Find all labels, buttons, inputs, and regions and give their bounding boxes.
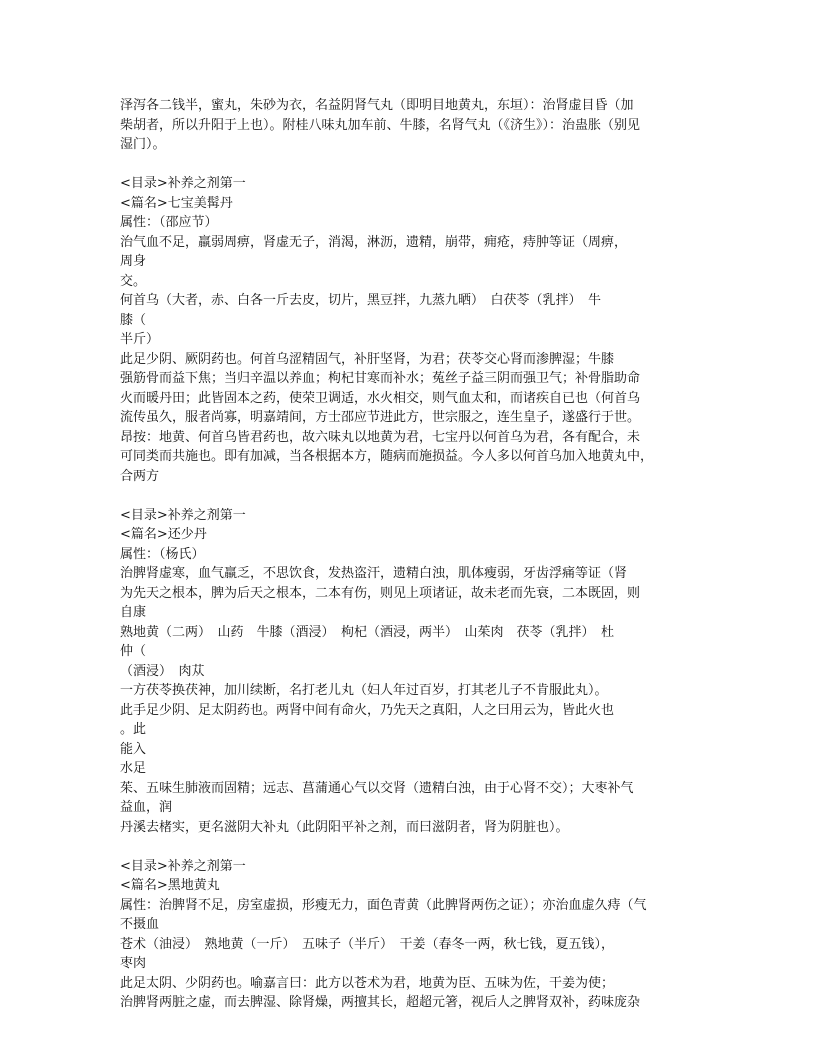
text-line: 治脾肾两脏之虚，而去脾湿、除肾燥，两擅其长，超超元箸，视后人之脾肾双补，药味庞杂 bbox=[120, 995, 641, 1010]
text-line: 强筋骨而益下焦；当归辛温以养血；枸杞甘寒而补水；菟丝子益三阴而强卫气；补骨脂助命 bbox=[120, 371, 641, 386]
text-line: 柴胡者，所以升阳于上也）。附桂八味丸加车前、牛膝，名肾气丸（《济生》）：治蛊胀（别见 bbox=[120, 117, 641, 133]
text-line: 泽泻各二钱半，蜜丸，朱砂为衣，名益阴肾气丸（即明目地黄丸，东垣）：治肾虚目昏（加 bbox=[120, 98, 634, 113]
text-line: 不摄血 bbox=[120, 917, 160, 932]
text-line: 枣肉 bbox=[120, 956, 147, 971]
text-line: 仲（ bbox=[120, 644, 147, 659]
text-line: 能入 bbox=[120, 741, 147, 757]
catalog-line: <目录>补养之剂第一 bbox=[120, 507, 246, 523]
text-line: 茱、五味生肺液而固精；远志、菖蒲通心气以交肾（遗精白浊，由于心肾不交）；大枣补气 bbox=[120, 780, 634, 796]
text-line: 交。 bbox=[120, 273, 147, 289]
text-line: 湿门）。 bbox=[120, 137, 166, 152]
paragraph-gap bbox=[120, 486, 696, 506]
intro-paragraph bbox=[120, 96, 696, 155]
text-line: 水足 bbox=[120, 761, 147, 776]
text-line: 昂按：地黄、何首乌皆君药也，故六味丸以地黄为君，七宝丹以何首乌为君，各有配合，未 bbox=[120, 429, 641, 445]
attribute-line: 属性：（邵应节） bbox=[120, 215, 218, 230]
text-line: 此手足少阴、足太阴药也。两肾中间有命火，乃先天之真阳，人之曰用云为，皆此火也 bbox=[120, 702, 615, 718]
chapter-title: <篇名>黑地黄丸 bbox=[120, 878, 220, 893]
text-line: 此足少阴、厥阴药也。何首乌涩精固气，补肝坚肾，为君；茯苓交心肾而渗脾湿；牛膝 bbox=[120, 351, 615, 367]
entry-hei-dihuang-wan bbox=[120, 857, 696, 1013]
text-line: 自康 bbox=[120, 605, 147, 620]
catalog-line: <目录>补养之剂第一 bbox=[120, 858, 246, 874]
text-line: 治气血不足，羸弱周痹，肾虚无子，消渴，淋沥，遗精，崩带，痈疮，痔肿等证（周痹， bbox=[120, 234, 628, 250]
text-line: 火而暖丹田；此皆固本之药，使荣卫调适，水火相交，则气血太和，而诸疾自已也（何首乌 bbox=[120, 390, 641, 406]
text-line: 何首乌（大者，赤、白各一斤去皮，切片，黑豆拌，九蒸九晒） 白茯苓（乳拌） 牛 bbox=[120, 293, 602, 308]
text-line: 苍术（油浸） 熟地黄（一斤） 五味子（半斤） 干姜（春冬一两，秋七钱，夏五钱）， bbox=[120, 936, 615, 952]
text-line: 丹溪去楮实，更名滋阴大补丸（此阴阳平补之剂，而曰滋阴者，肾为阴脏也）。 bbox=[120, 819, 569, 835]
entry-qibao-meiran-dan bbox=[120, 174, 696, 486]
catalog-line: <目录>补养之剂第一 bbox=[120, 176, 246, 191]
text-line: 周身 bbox=[120, 254, 147, 269]
text-line: 益血，润 bbox=[120, 800, 173, 815]
attribute-line: 属性：治脾肾不足，房室虚损，形瘦无力，面色青黄（此脾肾两伤之证）；亦治血虚久痔（气 bbox=[120, 897, 647, 913]
text-line: 熟地黄（二两） 山药 牛膝（酒浸） 枸杞（酒浸，两半） 山茱肉 茯苓（乳拌） 杜 bbox=[120, 624, 615, 640]
text-line: 半斤） bbox=[120, 332, 160, 347]
text-line: 膝（ bbox=[120, 312, 147, 328]
text-line: （酒浸） 肉苁 bbox=[120, 663, 205, 679]
text-line: 合两方 bbox=[120, 468, 160, 484]
chapter-title: <篇名>还少丹 bbox=[120, 527, 207, 542]
paragraph-gap bbox=[120, 155, 696, 175]
entry-huanshao-dan bbox=[120, 506, 696, 838]
text-line: 治脾肾虚寒，血气羸乏，不思饮食，发热盗汗，遗精白浊，肌体瘦弱，牙齿浮痛等证（肾 bbox=[120, 566, 628, 581]
text-line: 。此 bbox=[120, 722, 147, 737]
chapter-title: <篇名>七宝美髯丹 bbox=[120, 195, 233, 211]
paragraph-gap bbox=[120, 837, 696, 857]
text-line: 流传虽久，服者尚寡，明嘉靖间，方士邵应节进此方，世宗服之，连生皇子，遂盛行于世。 bbox=[120, 410, 641, 425]
text-line: 可同类而共施也。即有加减，当各根据本方，随病而施损益。今人多以何首乌加入地黄丸中， bbox=[120, 449, 654, 464]
text-line: 一方茯苓换茯神，加川续断，名打老儿丸（妇人年过百岁，打其老儿子不肯服此丸）。 bbox=[120, 683, 608, 698]
text-line: 此足太阴、少阴药也。喻嘉言曰：此方以苍术为君，地黄为臣、五味为佐，干姜为使； bbox=[120, 975, 615, 991]
document-page bbox=[120, 96, 696, 1013]
text-line: 为先天之根本，脾为后天之根本，二本有伤，则见上项诸证，故未老而先衰，二本既固，则 bbox=[120, 585, 641, 601]
attribute-line: 属性：（杨氏） bbox=[120, 546, 205, 562]
